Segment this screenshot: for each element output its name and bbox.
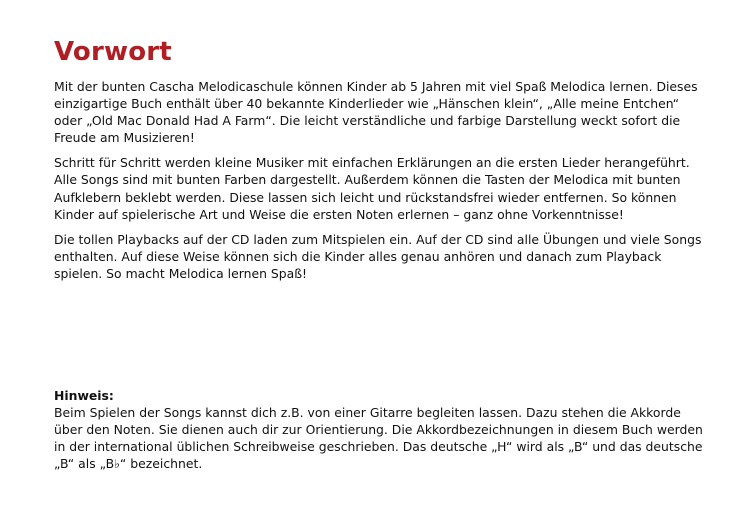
hint-section (54, 387, 704, 472)
paragraph-playbacks: Die tollen Playbacks auf der CD laden zum Mitspielen ein. Auf der CD sind alle Übungen und viele Songs enthalten. Auf diese Weise können sich die Kinder alles genau anhören und danach zum Playback spielen. So macht Melodica lernen Spaß! (54, 231, 702, 281)
page-title: Vorwort (54, 37, 172, 67)
document-body (54, 36, 704, 290)
hint-text: Beim Spielen der Songs kannst dich z.B. von einer Gitarre begleiten lassen. Dazu stehen die Akkorde über den Noten. Sie dienen auch dir zur Orientierung. Die Akkordbezeichnungen in diesem Buch werden in der international üblichen Schreibweise geschrieben. Das deutsche „H“ wird als „B“ und das deutsche „B“ als „B♭“ bezeichnet. (54, 405, 703, 472)
paragraph-intro: Mit der bunten Cascha Melodicaschule können Kinder ab 5 Jahren mit viel Spaß Melodica lernen. Dieses einzigartige Buch enthält über 40 bekannte Kinderlieder wie „Hänschen klein“, „Alle meine Entchen“ oder „Old Mac Donald Had A Farm“. Die leicht verständliche und farbige Darstellung weckt sofort die Freude am Musizieren! (54, 79, 698, 146)
hint-label: Hinweis: (54, 388, 114, 403)
paragraph-step-by-step: Schritt für Schritt werden kleine Musiker mit einfachen Erklärungen an die ersten Lieder herangeführt. Alle Songs sind mit bunten Farben dargestellt. Außerdem können die Tasten der Melodica mit bunten Aufklebern beklebt werden. Diese lassen sich leicht und rückstandsfrei wieder entfernen. So können Kinder auf spielerische Art und Weise die ersten Noten erlernen – ganz ohne Vorkenntnisse! (54, 155, 690, 222)
